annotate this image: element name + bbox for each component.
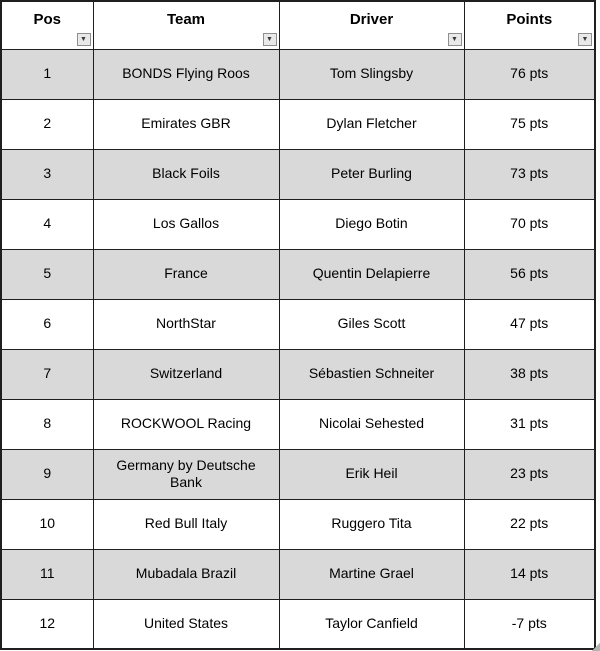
- points-cell[interactable]: 76 pts: [464, 49, 595, 99]
- table-row: [1, 299, 595, 349]
- header-row: [1, 1, 595, 49]
- filter-dropdown-icon: ▼: [80, 35, 87, 43]
- filter-dropdown-button-points[interactable]: [578, 33, 592, 46]
- driver-cell[interactable]: Dylan Fletcher: [279, 99, 464, 149]
- points-cell[interactable]: 47 pts: [464, 299, 595, 349]
- team-cell[interactable]: Red Bull Italy: [93, 499, 279, 549]
- fill-handle-marker: [592, 643, 600, 651]
- filter-dropdown-icon: ▼: [451, 35, 458, 43]
- driver-cell[interactable]: Giles Scott: [279, 299, 464, 349]
- points-cell[interactable]: 14 pts: [464, 549, 595, 599]
- points-cell[interactable]: 73 pts: [464, 149, 595, 199]
- pos-cell[interactable]: 7: [1, 349, 93, 399]
- team-cell[interactable]: Los Gallos: [93, 199, 279, 249]
- pos-cell[interactable]: 5: [1, 249, 93, 299]
- team-cell[interactable]: ROCKWOOL Racing: [93, 399, 279, 449]
- pos-cell[interactable]: 6: [1, 299, 93, 349]
- points-cell[interactable]: 70 pts: [464, 199, 595, 249]
- team-cell[interactable]: BONDS Flying Roos: [93, 49, 279, 99]
- team-cell[interactable]: Switzerland: [93, 349, 279, 399]
- filter-dropdown-button-pos[interactable]: [77, 33, 91, 46]
- pos-cell[interactable]: 8: [1, 399, 93, 449]
- header-cell-pos[interactable]: [1, 1, 93, 49]
- driver-cell[interactable]: Diego Botin: [279, 199, 464, 249]
- table-row: [1, 249, 595, 299]
- column-header-label-team: Team: [166, 10, 206, 28]
- pos-cell[interactable]: 10: [1, 499, 93, 549]
- filter-dropdown-icon: ▼: [581, 35, 589, 43]
- points-cell[interactable]: 56 pts: [464, 249, 595, 299]
- pos-cell[interactable]: 4: [1, 199, 93, 249]
- points-cell[interactable]: 38 pts: [464, 349, 595, 399]
- points-cell[interactable]: 31 pts: [464, 399, 595, 449]
- points-cell[interactable]: 75 pts: [464, 99, 595, 149]
- pos-cell[interactable]: 3: [1, 149, 93, 199]
- pos-cell[interactable]: 2: [1, 99, 93, 149]
- driver-cell[interactable]: Peter Burling: [279, 149, 464, 199]
- table-row: [1, 149, 595, 199]
- driver-cell[interactable]: Martine Grael: [279, 549, 464, 599]
- team-cell[interactable]: Emirates GBR: [93, 99, 279, 149]
- pos-cell[interactable]: 12: [1, 599, 93, 649]
- header-cell-team[interactable]: [93, 1, 279, 49]
- driver-cell[interactable]: Ruggero Tita: [279, 499, 464, 549]
- driver-cell[interactable]: Quentin Delapierre: [279, 249, 464, 299]
- header-cell-driver[interactable]: [279, 1, 464, 49]
- table-row: [1, 399, 595, 449]
- column-header-label-driver: Driver: [349, 10, 394, 28]
- pos-cell[interactable]: 1: [1, 49, 93, 99]
- team-cell[interactable]: France: [93, 249, 279, 299]
- team-cell[interactable]: Black Foils: [93, 149, 279, 199]
- header-cell-points[interactable]: [464, 1, 595, 49]
- column-header-label-pos: Pos: [33, 10, 61, 28]
- team-cell[interactable]: Germany by Deutsche Bank: [93, 449, 279, 499]
- filter-dropdown-icon: ▼: [266, 35, 273, 43]
- driver-cell[interactable]: Taylor Canfield: [279, 599, 464, 649]
- column-header-label-points: Points: [506, 10, 553, 28]
- filter-dropdown-button-driver[interactable]: [448, 33, 462, 46]
- filter-dropdown-button-team[interactable]: [263, 33, 277, 46]
- points-cell[interactable]: 22 pts: [464, 499, 595, 549]
- team-cell[interactable]: United States: [93, 599, 279, 649]
- driver-cell[interactable]: Tom Slingsby: [279, 49, 464, 99]
- table-row: [1, 199, 595, 249]
- pos-cell[interactable]: 9: [1, 449, 93, 499]
- table-row: [1, 49, 595, 99]
- table-row: [1, 449, 595, 499]
- pos-cell[interactable]: 11: [1, 549, 93, 599]
- points-cell[interactable]: -7 pts: [464, 599, 595, 649]
- driver-cell[interactable]: Sébastien Schneiter: [279, 349, 464, 399]
- table-row: [1, 549, 595, 599]
- table-row: [1, 349, 595, 399]
- table-row: [1, 499, 595, 549]
- team-cell[interactable]: NorthStar: [93, 299, 279, 349]
- table-row: [1, 99, 595, 149]
- points-cell[interactable]: 23 pts: [464, 449, 595, 499]
- driver-cell[interactable]: Nicolai Sehested: [279, 399, 464, 449]
- driver-cell[interactable]: Erik Heil: [279, 449, 464, 499]
- table-row: [1, 599, 595, 649]
- team-cell[interactable]: Mubadala Brazil: [93, 549, 279, 599]
